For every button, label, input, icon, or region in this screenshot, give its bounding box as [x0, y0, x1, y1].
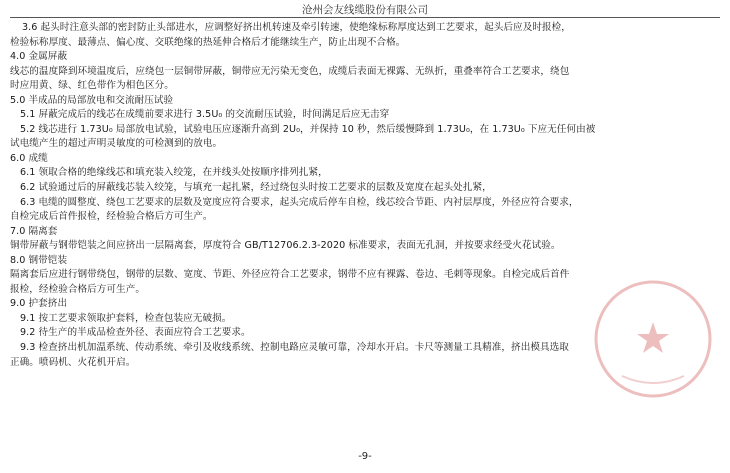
- text-line-8-0b: 报检，经检验合格后方可生产。: [10, 283, 146, 295]
- text-line-8-0a: 隔离套后应进行钢带绕包，钢带的层数、宽度、节距、外径应符合工艺要求，钢带不应有裸露、卷边、毛刺等现象。自检完成后首件: [10, 269, 570, 281]
- text-line-5-2b: 试电缆产生的超过声明灵敏度的可检测到的放电。: [10, 138, 223, 150]
- page-number: -9-: [358, 451, 372, 462]
- section-heading-6-0: 6.0 成缆: [10, 152, 48, 164]
- text-line-6-3b: 自检完成后首件报检，经检验合格后方可生产。: [10, 211, 213, 223]
- section-heading-9-0: 9.0 护套挤出: [10, 298, 68, 310]
- text-line-9-3b: 正确。喷码机、火花机开启。: [10, 356, 136, 368]
- text-line-6-2: 6.2 试验通过后的屏蔽线芯装入绞笼，与填充一起扎紧，经过绕包头时按工艺要求的层数及宽度在起头处扎紧，: [20, 182, 492, 194]
- text-line-5-1: 5.1 屏蔽完成后的线芯在成缆前要求进行 3.5U₀ 的交流耐压试验，时间满足后应无击穿: [20, 109, 390, 121]
- text-line-3-6a: 3.6 起头时注意头部的密封防止头部进水，应调整好挤出机转速及牵引转速，使绝缘标称厚度达到工艺要求，起头后应及时报检，: [22, 22, 571, 33]
- section-heading-8-0: 8.0 钢带铠装: [10, 254, 68, 266]
- text-line-6-1: 6.1 领取合格的绝缘线芯和填充装入绞笼，在并线头处按顺序排列扎紧，: [20, 167, 328, 179]
- section-heading-7-0: 7.0 隔离套: [10, 225, 58, 237]
- text-line-9-2: 9.2 待生产的半成品检查外径、表面应符合工艺要求。: [20, 327, 251, 339]
- text-line-9-1: 9.1 按工艺要求领取护套料，检查包装应无破损。: [20, 312, 232, 324]
- text-line-7-0: 铜带屏蔽与钢带铠装之间应挤出一层隔离套，厚度符合 GB/T12706.2.3-2020 标准要求，表面无孔洞，并按要求经受火花试验。: [10, 240, 561, 252]
- section-heading-5-0: 5.0 半成品的局部放电和交流耐压试验: [10, 94, 174, 106]
- text-line-3-6b: 检验标称厚度、最薄点、偏心度、交联绝缘的热延伸合格后才能继续生产，防止出现不合格。: [10, 36, 406, 48]
- company-header: 沧州会友线缆股份有限公司: [302, 4, 428, 16]
- text-line-5-2a: 5.2 线芯进行 1.73U₀ 局部放电试验，试验电压应逐渐升高到 2U₀，并保持 10 秒，然后缓慢降到 1.73U₀，在 1.73U₀ 下应无任何由被: [20, 123, 596, 135]
- text-line-4-0b: 时应用黄、绿、红色带作为相色区分。: [10, 80, 174, 92]
- section-heading-4-0: 4.0 金属屏蔽: [10, 51, 68, 63]
- text-line-6-3a: 6.3 电缆的圆整度、绕包工艺要求的层数及宽度应符合要求，起头完成后停车自检，线芯绞合节距、内衬层厚度，外径应符合要求，: [20, 196, 579, 208]
- text-line-9-3a: 9.3 检查挤出机加温系统、传动系统、牵引及收线系统、控制电路应灵敏可靠，冷却水开启。卡尺等测量工具精准，挤出模具选取: [20, 342, 569, 354]
- text-line-4-0a: 线芯的温度降到环境温度后，应绕包一层铜带屏蔽，铜带应无污染无变色，成缆后表面无裸露、无纵折，重叠率符合工艺要求，绕包: [10, 65, 570, 77]
- header-divider: [10, 17, 720, 18]
- company-seal-stamp: [592, 278, 714, 400]
